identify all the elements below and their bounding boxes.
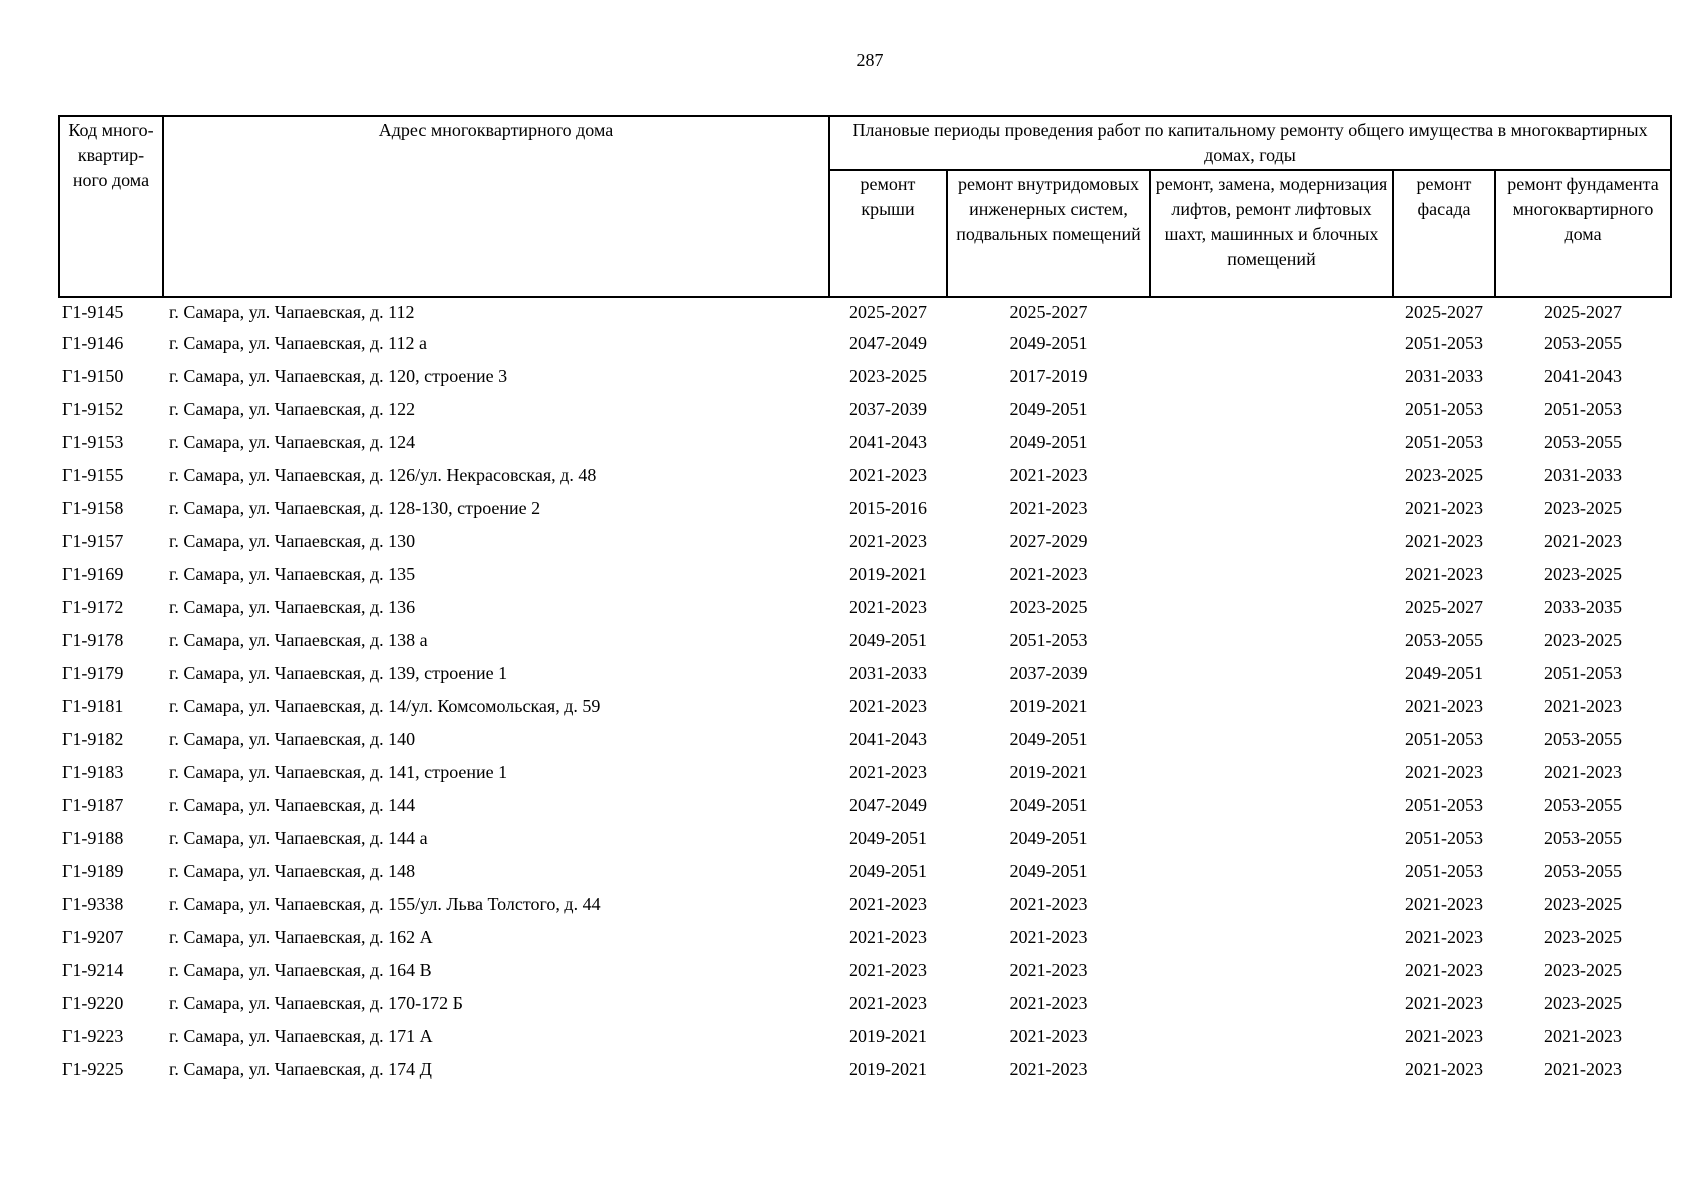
cell-lifts — [1150, 986, 1393, 1019]
table-row — [59, 887, 1671, 920]
table-row — [59, 920, 1671, 953]
cell-address: г. Самара, ул. Чапаевская, д. 144 — [169, 794, 416, 815]
cell-engineering: 2021-2023 — [1009, 563, 1088, 584]
cell-address: г. Самара, ул. Чапаевская, д. 144 а — [169, 827, 428, 848]
cell-facade: 2051-2053 — [1405, 794, 1483, 815]
cell-lifts — [1150, 524, 1393, 557]
cell-lifts — [1150, 425, 1393, 458]
cell-foundation: 2053-2055 — [1544, 332, 1623, 353]
cell-facade: 2021-2023 — [1405, 926, 1483, 947]
cell-facade: 2053-2055 — [1405, 629, 1483, 650]
cell-facade: 2051-2053 — [1405, 728, 1483, 749]
table-row — [59, 326, 1671, 359]
cell-code: Г1-9172 — [62, 596, 124, 617]
cell-address: г. Самара, ул. Чапаевская, д. 112 а — [169, 332, 427, 353]
cell-roof: 2025-2027 — [849, 302, 927, 322]
cell-address: г. Самара, ул. Чапаевская, д. 138 а — [169, 629, 428, 650]
cell-roof: 2015-2016 — [849, 497, 927, 518]
cell-lifts — [1150, 297, 1393, 326]
cell-engineering: 2049-2051 — [1009, 794, 1088, 815]
cell-engineering: 2021-2023 — [1009, 497, 1088, 518]
cell-facade: 2049-2051 — [1405, 662, 1483, 683]
cell-engineering: 2021-2023 — [1009, 893, 1088, 914]
cell-foundation: 2023-2025 — [1544, 926, 1623, 947]
cell-engineering: 2021-2023 — [1009, 992, 1088, 1013]
cell-roof: 2021-2023 — [849, 926, 927, 947]
cell-address: г. Самара, ул. Чапаевская, д. 122 — [169, 398, 416, 419]
cell-code: Г1-9223 — [62, 1025, 124, 1046]
cell-roof: 2023-2025 — [849, 365, 927, 386]
cell-foundation: 2023-2025 — [1544, 959, 1623, 980]
cell-roof: 2021-2023 — [849, 992, 927, 1013]
cell-foundation: 2023-2025 — [1544, 893, 1623, 914]
cell-engineering: 2049-2051 — [1009, 431, 1088, 452]
cell-roof: 2019-2021 — [849, 1025, 927, 1046]
cell-lifts — [1150, 755, 1393, 788]
cell-lifts — [1150, 920, 1393, 953]
cell-foundation: 2021-2023 — [1544, 761, 1623, 782]
cell-code: Г1-9155 — [62, 464, 124, 485]
header-periods: Плановые периоды проведения работ по капитальному ремонту общего имущества в многоквартирных домах, годы — [829, 116, 1671, 170]
cell-code: Г1-9189 — [62, 860, 124, 881]
cell-foundation: 2053-2055 — [1544, 860, 1623, 881]
cell-facade: 2021-2023 — [1405, 1058, 1483, 1079]
cell-roof: 2019-2021 — [849, 1058, 927, 1079]
cell-address: г. Самара, ул. Чапаевская, д. 112 — [169, 302, 415, 322]
table-row — [59, 458, 1671, 491]
cell-facade: 2021-2023 — [1405, 1025, 1483, 1046]
cell-facade: 2051-2053 — [1405, 332, 1483, 353]
cell-engineering: 2021-2023 — [1009, 1025, 1088, 1046]
cell-address: г. Самара, ул. Чапаевская, д. 170-172 Б — [169, 992, 463, 1013]
cell-roof: 2021-2023 — [849, 761, 927, 782]
cell-code: Г1-9182 — [62, 728, 124, 749]
cell-foundation: 2021-2023 — [1544, 695, 1623, 716]
cell-foundation: 2053-2055 — [1544, 431, 1623, 452]
cell-lifts — [1150, 788, 1393, 821]
cell-code: Г1-9146 — [62, 332, 124, 353]
cell-address: г. Самара, ул. Чапаевская, д. 171 А — [169, 1025, 433, 1046]
cell-code: Г1-9150 — [62, 365, 124, 386]
cell-code: Г1-9338 — [62, 893, 124, 914]
cell-facade: 2021-2023 — [1405, 530, 1483, 551]
cell-lifts — [1150, 590, 1393, 623]
cell-foundation: 2021-2023 — [1544, 1058, 1623, 1079]
cell-foundation: 2023-2025 — [1544, 992, 1623, 1013]
table-row — [59, 821, 1671, 854]
cell-address: г. Самара, ул. Чапаевская, д. 164 В — [169, 959, 432, 980]
cell-lifts — [1150, 689, 1393, 722]
table-row — [59, 755, 1671, 788]
cell-roof: 2049-2051 — [849, 629, 927, 650]
cell-facade: 2021-2023 — [1405, 893, 1483, 914]
cell-roof: 2047-2049 — [849, 332, 927, 353]
cell-engineering: 2049-2051 — [1009, 398, 1088, 419]
table-row — [59, 854, 1671, 887]
cell-code: Г1-9207 — [62, 926, 124, 947]
cell-lifts — [1150, 1019, 1393, 1052]
cell-code: Г1-9214 — [62, 959, 124, 980]
cell-address: г. Самара, ул. Чапаевская, д. 148 — [169, 860, 416, 881]
cell-code: Г1-9158 — [62, 497, 124, 518]
page-number: 287 — [856, 50, 884, 70]
cell-foundation: 2021-2023 — [1544, 1025, 1623, 1046]
cell-foundation: 2051-2053 — [1544, 398, 1623, 419]
table-row — [59, 297, 1671, 326]
cell-code: Г1-9152 — [62, 398, 124, 419]
cell-engineering: 2021-2023 — [1009, 926, 1088, 947]
cell-foundation: 2025-2027 — [1544, 302, 1623, 322]
cell-roof: 2021-2023 — [849, 530, 927, 551]
capital-repair-table — [58, 115, 1672, 1085]
cell-engineering: 2049-2051 — [1009, 728, 1088, 749]
cell-foundation: 2023-2025 — [1544, 497, 1623, 518]
cell-roof: 2049-2051 — [849, 827, 927, 848]
cell-code: Г1-9187 — [62, 794, 124, 815]
cell-facade: 2025-2027 — [1405, 302, 1483, 322]
table-row — [59, 1019, 1671, 1052]
table-row — [59, 392, 1671, 425]
cell-address: г. Самара, ул. Чапаевская, д. 139, строение 1 — [169, 662, 508, 683]
cell-foundation: 2033-2035 — [1544, 596, 1623, 617]
table-body — [59, 297, 1671, 1085]
header-address: Адрес многоквартирного дома — [163, 116, 829, 297]
cell-address: г. Самара, ул. Чапаевская, д. 140 — [169, 728, 416, 749]
cell-code: Г1-9169 — [62, 563, 124, 584]
cell-facade: 2051-2053 — [1405, 827, 1483, 848]
cell-lifts — [1150, 623, 1393, 656]
cell-address: г. Самара, ул. Чапаевская, д. 136 — [169, 596, 416, 617]
cell-engineering: 2023-2025 — [1009, 596, 1088, 617]
cell-engineering: 2051-2053 — [1009, 629, 1088, 650]
cell-facade: 2021-2023 — [1405, 761, 1483, 782]
cell-code: Г1-9188 — [62, 827, 124, 848]
cell-lifts — [1150, 854, 1393, 887]
cell-lifts — [1150, 821, 1393, 854]
cell-facade: 2021-2023 — [1405, 992, 1483, 1013]
cell-lifts — [1150, 1052, 1393, 1085]
cell-lifts — [1150, 392, 1393, 425]
cell-engineering: 2021-2023 — [1009, 1058, 1088, 1079]
header-lifts: ремонт, замена, модернизация лифтов, ремонт лифтовых шахт, машинных и блочных помещений — [1150, 170, 1393, 297]
table-row — [59, 656, 1671, 689]
cell-engineering: 2049-2051 — [1009, 827, 1088, 848]
cell-roof: 2049-2051 — [849, 860, 927, 881]
cell-facade: 2025-2027 — [1405, 596, 1483, 617]
cell-engineering: 2049-2051 — [1009, 860, 1088, 881]
cell-address: г. Самара, ул. Чапаевская, д. 128-130, строение 2 — [169, 497, 541, 518]
cell-lifts — [1150, 359, 1393, 392]
cell-code: Г1-9153 — [62, 431, 124, 452]
cell-lifts — [1150, 557, 1393, 590]
cell-engineering: 2025-2027 — [1009, 302, 1088, 322]
cell-foundation: 2053-2055 — [1544, 794, 1623, 815]
cell-roof: 2021-2023 — [849, 596, 927, 617]
cell-lifts — [1150, 953, 1393, 986]
cell-foundation: 2031-2033 — [1544, 464, 1623, 485]
cell-facade: 2051-2053 — [1405, 398, 1483, 419]
cell-engineering: 2019-2021 — [1009, 695, 1088, 716]
cell-roof: 2021-2023 — [849, 464, 927, 485]
cell-lifts — [1150, 458, 1393, 491]
cell-foundation: 2051-2053 — [1544, 662, 1623, 683]
cell-facade: 2021-2023 — [1405, 959, 1483, 980]
cell-engineering: 2021-2023 — [1009, 959, 1088, 980]
cell-roof: 2021-2023 — [849, 893, 927, 914]
cell-code: Г1-9157 — [62, 530, 124, 551]
cell-roof: 2041-2043 — [849, 431, 927, 452]
cell-foundation: 2023-2025 — [1544, 629, 1623, 650]
table-row — [59, 1052, 1671, 1085]
cell-foundation: 2021-2023 — [1544, 530, 1623, 551]
cell-roof: 2041-2043 — [849, 728, 927, 749]
cell-engineering: 2037-2039 — [1009, 662, 1088, 683]
cell-engineering: 2019-2021 — [1009, 761, 1088, 782]
cell-address: г. Самара, ул. Чапаевская, д. 174 Д — [169, 1058, 432, 1079]
table-row — [59, 425, 1671, 458]
cell-code: Г1-9178 — [62, 629, 124, 650]
cell-address: г. Самара, ул. Чапаевская, д. 124 — [169, 431, 416, 452]
cell-lifts — [1150, 887, 1393, 920]
table-row — [59, 623, 1671, 656]
table-row — [59, 953, 1671, 986]
header-roof: ремонт крыши — [829, 170, 947, 297]
cell-code: Г1-9145 — [62, 302, 124, 322]
cell-address: г. Самара, ул. Чапаевская, д. 141, строение 1 — [169, 761, 508, 782]
cell-facade: 2051-2053 — [1405, 860, 1483, 881]
cell-engineering: 2021-2023 — [1009, 464, 1088, 485]
cell-facade: 2021-2023 — [1405, 497, 1483, 518]
cell-address: г. Самара, ул. Чапаевская, д. 130 — [169, 530, 416, 551]
cell-address: г. Самара, ул. Чапаевская, д. 126/ул. Некрасовская, д. 48 — [169, 464, 597, 485]
cell-roof: 2019-2021 — [849, 563, 927, 584]
cell-facade: 2031-2033 — [1405, 365, 1483, 386]
table-row — [59, 557, 1671, 590]
cell-code: Г1-9225 — [62, 1058, 124, 1079]
cell-foundation: 2053-2055 — [1544, 728, 1623, 749]
cell-code: Г1-9181 — [62, 695, 124, 716]
cell-lifts — [1150, 326, 1393, 359]
table-row — [59, 524, 1671, 557]
cell-roof: 2047-2049 — [849, 794, 927, 815]
cell-code: Г1-9179 — [62, 662, 124, 683]
cell-address: г. Самара, ул. Чапаевская, д. 135 — [169, 563, 416, 584]
cell-address: г. Самара, ул. Чапаевская, д. 155/ул. Льва Толстого, д. 44 — [169, 893, 601, 914]
cell-facade: 2051-2053 — [1405, 431, 1483, 452]
cell-facade: 2021-2023 — [1405, 695, 1483, 716]
table-row — [59, 359, 1671, 392]
header-engineering: ремонт внутридомовых инженерных систем, подвальных помещений — [947, 170, 1150, 297]
table-row — [59, 590, 1671, 623]
table-row — [59, 722, 1671, 755]
cell-foundation: 2023-2025 — [1544, 563, 1623, 584]
table-row — [59, 986, 1671, 1019]
cell-roof: 2021-2023 — [849, 959, 927, 980]
cell-address: г. Самара, ул. Чапаевская, д. 162 А — [169, 926, 433, 947]
cell-foundation: 2041-2043 — [1544, 365, 1623, 386]
cell-lifts — [1150, 491, 1393, 524]
cell-code: Г1-9220 — [62, 992, 124, 1013]
cell-code: Г1-9183 — [62, 761, 124, 782]
table-row — [59, 689, 1671, 722]
cell-foundation: 2053-2055 — [1544, 827, 1623, 848]
table-header — [59, 116, 1671, 297]
cell-engineering: 2017-2019 — [1009, 365, 1088, 386]
cell-address: г. Самара, ул. Чапаевская, д. 14/ул. Комсомольская, д. 59 — [169, 695, 601, 716]
cell-facade: 2021-2023 — [1405, 563, 1483, 584]
table-row — [59, 491, 1671, 524]
cell-roof: 2031-2033 — [849, 662, 927, 683]
header-code: Код много-квартир-ного дома — [59, 116, 163, 297]
cell-engineering: 2027-2029 — [1009, 530, 1088, 551]
table-row — [59, 788, 1671, 821]
header-foundation: ремонт фундамента многоквартирного дома — [1495, 170, 1671, 297]
cell-engineering: 2049-2051 — [1009, 332, 1088, 353]
cell-facade: 2023-2025 — [1405, 464, 1483, 485]
cell-lifts — [1150, 722, 1393, 755]
cell-address: г. Самара, ул. Чапаевская, д. 120, строение 3 — [169, 365, 508, 386]
cell-lifts — [1150, 656, 1393, 689]
cell-roof: 2021-2023 — [849, 695, 927, 716]
cell-roof: 2037-2039 — [849, 398, 927, 419]
header-facade: ремонт фасада — [1393, 170, 1495, 297]
